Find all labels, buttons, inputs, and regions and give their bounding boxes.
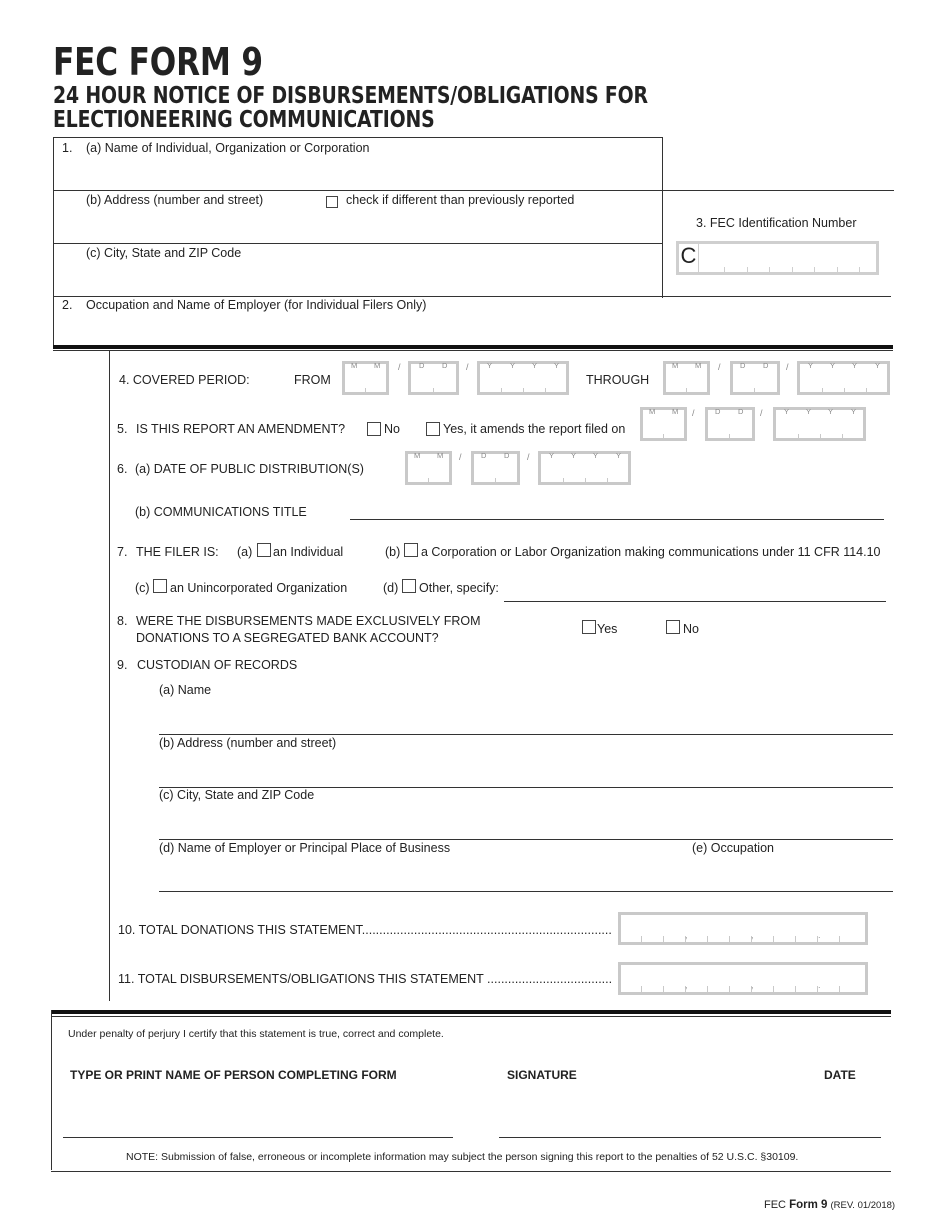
- filer-d-letter: (d): [383, 581, 399, 595]
- filer-individual-checkbox[interactable]: [257, 543, 271, 557]
- custodian-name-label: (a) Name: [159, 683, 212, 697]
- form-subtitle-line2: ELECTIONEERING COMMUNICATIONS: [53, 107, 435, 133]
- section3-label: 3. FEC Identification Number: [696, 216, 857, 230]
- custodian-city-line[interactable]: [159, 839, 893, 840]
- section1-number: 1.: [62, 141, 73, 155]
- filer-unincorporated-checkbox[interactable]: [153, 579, 167, 593]
- total-donations-field[interactable]: , , .: [618, 912, 868, 945]
- section1a-bottom-rule: [53, 190, 662, 191]
- form-subtitle-line1: 24 HOUR NOTICE OF DISBURSEMENTS/OBLIGATIONS FOR: [53, 83, 648, 109]
- cert-note: NOTE: Submission of false, erroneous or incomplete information may subject the person signing this report to the penalties of 52 U.S.C. §30109.: [126, 1151, 799, 1163]
- custodian-employer-label: (d) Name of Employer or Principal Place of Business: [159, 841, 451, 855]
- form-title: FEC FORM 9: [53, 40, 263, 84]
- section1b-label: (b) Address (number and street): [86, 193, 264, 207]
- section7-number: 7.: [117, 545, 128, 559]
- segregated-no-label: No: [683, 622, 699, 636]
- section2-number: 2.: [62, 298, 73, 312]
- amendment-yes-label: Yes, it amends the report filed on: [443, 422, 626, 436]
- amendment-year-field[interactable]: Y Y Y Y: [773, 407, 866, 441]
- through-month-field[interactable]: M M: [663, 361, 710, 395]
- form-footer: [764, 1199, 895, 1211]
- section9-label: CUSTODIAN OF RECORDS: [137, 658, 298, 672]
- segregated-yes-checkbox[interactable]: [582, 620, 596, 634]
- section1-right-rule: [662, 137, 663, 298]
- cert-thin-rule: [51, 1016, 891, 1017]
- through-day-field[interactable]: D D: [730, 361, 780, 395]
- section2-thin-rule: [53, 350, 893, 351]
- section8-line2: DONATIONS TO A SEGREGATED BANK ACCOUNT?: [136, 631, 439, 645]
- address-changed-checkbox[interactable]: [326, 196, 338, 208]
- filer-other-specify-line[interactable]: [504, 601, 886, 602]
- section6-number: 6.: [117, 462, 128, 476]
- filer-a-letter: (a): [237, 545, 253, 559]
- through-year-field[interactable]: Y Y Y Y: [797, 361, 890, 395]
- section7-label: THE FILER IS:: [136, 545, 219, 559]
- fec-id-field[interactable]: [676, 241, 879, 275]
- distribution-year-field[interactable]: Y Y Y Y: [538, 451, 631, 485]
- section1c-bottom-rule: [53, 296, 891, 297]
- section5-number: 5.: [117, 422, 128, 436]
- footer-prefix: FEC: [764, 1199, 786, 1211]
- custodian-name-line[interactable]: [159, 734, 893, 735]
- footer-form: Form 9: [789, 1199, 828, 1211]
- filer-individual-label: an Individual: [273, 545, 344, 559]
- covered-through-label: THROUGH: [586, 373, 650, 387]
- section8-number: 8.: [117, 614, 128, 628]
- cert-signature-line[interactable]: [499, 1137, 881, 1138]
- cert-name-label: TYPE OR PRINT NAME OF PERSON COMPLETING FORM: [70, 1068, 397, 1082]
- communications-title-line[interactable]: [350, 519, 884, 520]
- amendment-yes-checkbox[interactable]: [426, 422, 440, 436]
- section1b-bottom-rule: [53, 243, 662, 244]
- fec-id-prefix-divider: [698, 244, 699, 272]
- section5-label: IS THIS REPORT AN AMENDMENT?: [136, 422, 346, 436]
- segregated-no-checkbox[interactable]: [666, 620, 680, 634]
- body-left-rule: [109, 351, 110, 1001]
- cert-signature-label: SIGNATURE: [507, 1068, 577, 1082]
- section2-heavy-rule: [53, 345, 893, 349]
- covered-from-label: FROM: [294, 373, 331, 387]
- filer-corporation-checkbox[interactable]: [404, 543, 418, 557]
- filer-c-letter: (c): [135, 581, 150, 595]
- distribution-month-field[interactable]: M M: [405, 451, 452, 485]
- filer-b-letter: (b): [385, 545, 401, 559]
- segregated-yes-label: Yes: [597, 622, 618, 636]
- custodian-occupation-label: (e) Occupation: [692, 841, 774, 855]
- section6a-label: (a) DATE OF PUBLIC DISTRIBUTION(S): [135, 462, 364, 476]
- section10-label: 10. TOTAL DONATIONS THIS STATEMENT........................................................................: [118, 923, 612, 937]
- section11-label: 11. TOTAL DISBURSEMENTS/OBLIGATIONS THIS STATEMENT ....................................: [118, 972, 613, 986]
- filer-other-label: Other, specify:: [419, 581, 499, 595]
- section1a-label: (a) Name of Individual, Organization or Corporation: [86, 141, 370, 155]
- section9-number: 9.: [117, 658, 128, 672]
- custodian-address-label: (b) Address (number and street): [159, 736, 337, 750]
- custodian-city-label: (c) City, State and ZIP Code: [159, 788, 315, 802]
- cert-statement: Under penalty of perjury I certify that this statement is true, correct and complete.: [68, 1028, 444, 1040]
- section1c-label: (c) City, State and ZIP Code: [86, 246, 242, 260]
- from-day-field[interactable]: D D: [408, 361, 459, 395]
- from-year-field[interactable]: Y Y Y Y: [477, 361, 569, 395]
- footer-revision: (REV. 01/2018): [830, 1200, 896, 1211]
- amendment-no-checkbox[interactable]: [367, 422, 381, 436]
- section6b-label: (b) COMMUNICATIONS TITLE: [135, 505, 307, 519]
- amendment-month-field[interactable]: M M: [640, 407, 687, 441]
- cert-date-label: DATE: [824, 1068, 856, 1082]
- address-changed-label: check if different than previously reported: [346, 193, 575, 207]
- section3-top-rule: [662, 190, 894, 191]
- amendment-no-label: No: [384, 422, 400, 436]
- custodian-employer-line[interactable]: [159, 891, 893, 892]
- section4-label: 4. COVERED PERIOD:: [119, 373, 250, 387]
- section2-label: Occupation and Name of Employer (for Individual Filers Only): [86, 298, 427, 312]
- filer-corporation-label: a Corporation or Labor Organization making communications under 11 CFR 114.10: [421, 545, 881, 559]
- section8-line1: WERE THE DISBURSEMENTS MADE EXCLUSIVELY FROM: [136, 614, 481, 628]
- amendment-day-field[interactable]: D D: [705, 407, 755, 441]
- distribution-day-field[interactable]: D D: [471, 451, 520, 485]
- filer-unincorporated-label: an Unincorporated Organization: [170, 581, 348, 595]
- section1-top-rule: [53, 137, 663, 138]
- fec-id-prefix: C: [680, 243, 697, 268]
- filer-other-checkbox[interactable]: [402, 579, 416, 593]
- from-month-field[interactable]: M M: [342, 361, 389, 395]
- cert-bottom-rule: [51, 1171, 891, 1172]
- total-disbursements-field[interactable]: , , .: [618, 962, 868, 995]
- cert-left-rule: [51, 1010, 52, 1170]
- cert-name-line[interactable]: [63, 1137, 453, 1138]
- cert-heavy-rule: [51, 1010, 891, 1014]
